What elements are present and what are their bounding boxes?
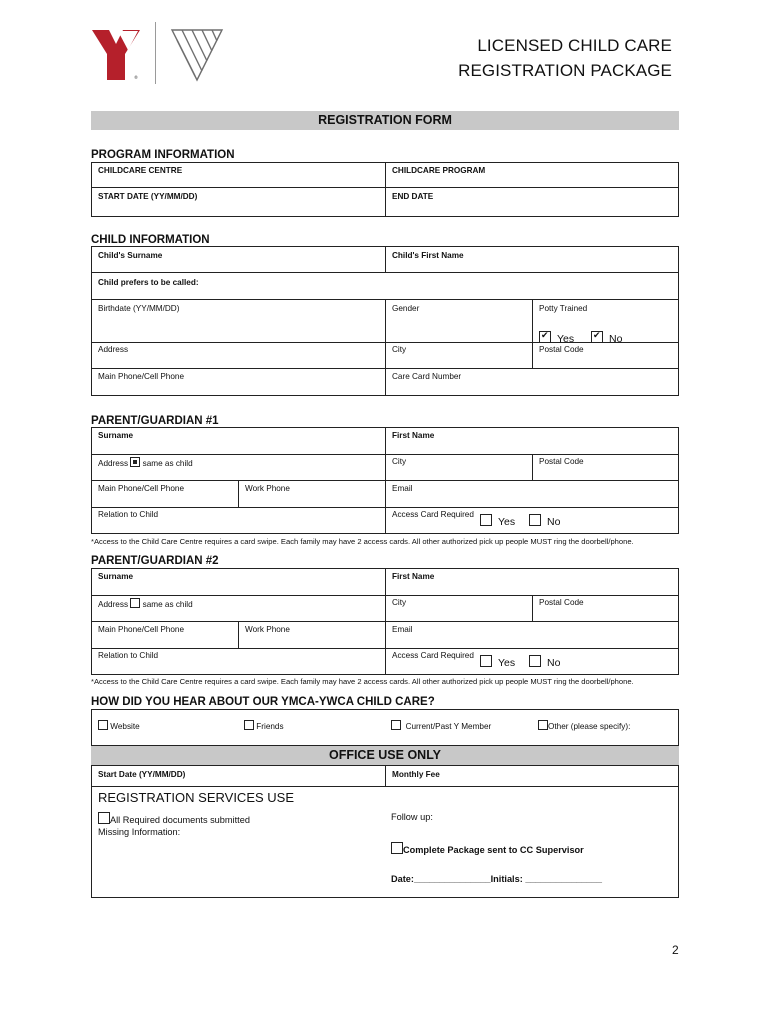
p2-city-field[interactable]: City [392, 598, 407, 607]
registration-form-band: REGISTRATION FORM [91, 111, 679, 130]
all-required-option[interactable]: All Required documents submitted [98, 812, 250, 826]
p1-postal-field[interactable]: Postal Code [539, 457, 584, 466]
program-info-heading: PROGRAM INFORMATION [91, 149, 235, 161]
program-info-table [91, 162, 679, 217]
parent2-heading: PARENT/GUARDIAN #2 [91, 555, 219, 567]
complete-package-checkbox[interactable] [391, 842, 403, 854]
p2-access-no-checkbox[interactable] [529, 655, 541, 667]
hear-other-checkbox[interactable] [538, 720, 548, 730]
hear-heading: HOW DID YOU HEAR ABOUT OUR YMCA-YWCA CHILD CARE? [91, 696, 435, 708]
child-city-field[interactable]: City [392, 345, 407, 354]
child-info-table [91, 246, 679, 396]
child-address-field[interactable]: Address [98, 345, 129, 354]
follow-up-field[interactable]: Follow up: [391, 812, 433, 822]
p1-relation-field[interactable]: Relation to Child [98, 510, 159, 519]
child-surname-field[interactable]: Child's Surname [98, 251, 163, 260]
hear-friends-option[interactable]: Friends [244, 720, 284, 732]
ymca-logo [92, 28, 140, 80]
p2-first-name-field[interactable]: First Name [392, 572, 435, 581]
logo-divider [155, 22, 156, 84]
p2-work-phone-field[interactable]: Work Phone [245, 625, 290, 634]
svg-text:®: ® [134, 75, 138, 80]
hear-member-option[interactable]: Current/Past Y Member [391, 720, 491, 732]
child-prefers-field[interactable]: Child prefers to be called: [98, 278, 199, 287]
complete-package-option[interactable]: Complete Package sent to CC Supervisor [391, 842, 584, 856]
childcare-program-field[interactable]: CHILDCARE PROGRAM [392, 166, 486, 175]
hear-website-option[interactable]: Website [98, 720, 140, 732]
p1-phone-field[interactable]: Main Phone/Cell Phone [98, 484, 185, 493]
potty-no-option[interactable]: ✔ No [591, 331, 622, 345]
care-card-field[interactable]: Care Card Number [392, 372, 462, 381]
p2-relation-field[interactable]: Relation to Child [98, 651, 159, 660]
parent2-table [91, 568, 679, 675]
p1-access-note: *Access to the Child Care Centre requires a card swipe. Each family may have 2 access cards. All other authorized pick up people MUST ring the doorbell/phone. [91, 537, 634, 546]
p1-access-no-option[interactable]: No [529, 514, 560, 528]
title-line-1: LICENSED CHILD CARE [477, 36, 672, 55]
childcare-centre-field[interactable]: CHILDCARE CENTRE [98, 166, 183, 175]
monthly-fee-field[interactable]: Monthly Fee [392, 770, 440, 779]
p1-access-yes-checkbox[interactable] [480, 514, 492, 526]
gender-field[interactable]: Gender [392, 304, 420, 313]
p2-email-field[interactable]: Email [392, 625, 413, 634]
hear-member-checkbox[interactable] [391, 720, 401, 730]
document-title [458, 33, 672, 83]
start-date-field[interactable]: START DATE (YY/MM/DD) [98, 192, 198, 201]
hear-other-option[interactable]: Other (please specify): [538, 720, 630, 732]
parent1-table [91, 427, 679, 534]
p1-access-card-label: Access Card Required [392, 510, 474, 519]
office-use-band: OFFICE USE ONLY [91, 746, 679, 765]
registration-services-box [91, 786, 679, 898]
all-required-checkbox[interactable] [98, 812, 110, 824]
office-table [91, 765, 679, 787]
p1-surname-field[interactable]: Surname [98, 431, 134, 440]
birthdate-field[interactable]: Birthdate (YY/MM/DD) [98, 304, 180, 313]
p2-access-note: *Access to the Child Care Centre requires a card swipe. Each family may have 2 access cards. All other authorized pick up people MUST ring the doorbell/phone. [91, 677, 634, 686]
child-phone-field[interactable]: Main Phone/Cell Phone [98, 372, 185, 381]
hear-options-box [91, 709, 679, 746]
potty-no-checkbox[interactable] [591, 331, 603, 343]
hear-friends-checkbox[interactable] [244, 720, 254, 730]
potty-yes-option[interactable]: ✔Yes [539, 331, 574, 345]
p2-surname-field[interactable]: Surname [98, 572, 134, 581]
parent1-heading: PARENT/GUARDIAN #1 [91, 415, 219, 427]
p1-access-yes-option[interactable]: Yes [480, 514, 515, 528]
ywca-logo [170, 27, 224, 83]
missing-info-field[interactable]: Missing Information: [98, 827, 181, 837]
p2-same-as-child-checkbox[interactable] [130, 598, 140, 608]
p1-work-phone-field[interactable]: Work Phone [245, 484, 290, 493]
p2-access-yes-option[interactable]: Yes [480, 655, 515, 669]
title-line-2: REGISTRATION PACKAGE [458, 61, 672, 80]
p1-address-field[interactable]: Address same as child [98, 459, 193, 468]
child-first-name-field[interactable]: Child's First Name [392, 251, 464, 260]
child-postal-field[interactable]: Postal Code [539, 345, 584, 354]
end-date-field[interactable]: END DATE [392, 192, 434, 201]
child-info-heading: CHILD INFORMATION [91, 234, 210, 246]
p2-phone-field[interactable]: Main Phone/Cell Phone [98, 625, 185, 634]
office-start-date-field[interactable]: Start Date (YY/MM/DD) [98, 770, 186, 779]
potty-yes-checkbox[interactable] [539, 331, 551, 343]
p2-access-no-option[interactable]: No [529, 655, 560, 669]
p1-city-field[interactable]: City [392, 457, 407, 466]
p2-access-yes-checkbox[interactable] [480, 655, 492, 667]
p1-first-name-field[interactable]: First Name [392, 431, 435, 440]
hear-website-checkbox[interactable] [98, 720, 108, 730]
p2-postal-field[interactable]: Postal Code [539, 598, 584, 607]
page-number: 2 [672, 943, 679, 957]
potty-trained-label: Potty Trained [539, 304, 588, 313]
p2-access-card-label: Access Card Required [392, 651, 474, 660]
p1-email-field[interactable]: Email [392, 484, 413, 493]
p2-address-field[interactable]: Address same as child [98, 600, 193, 609]
p1-same-as-child-checkbox[interactable] [130, 457, 140, 467]
p1-access-no-checkbox[interactable] [529, 514, 541, 526]
date-initials-field[interactable]: Date:_______________Initials: _______________ [391, 874, 602, 884]
registration-services-title: REGISTRATION SERVICES USE [98, 790, 295, 805]
